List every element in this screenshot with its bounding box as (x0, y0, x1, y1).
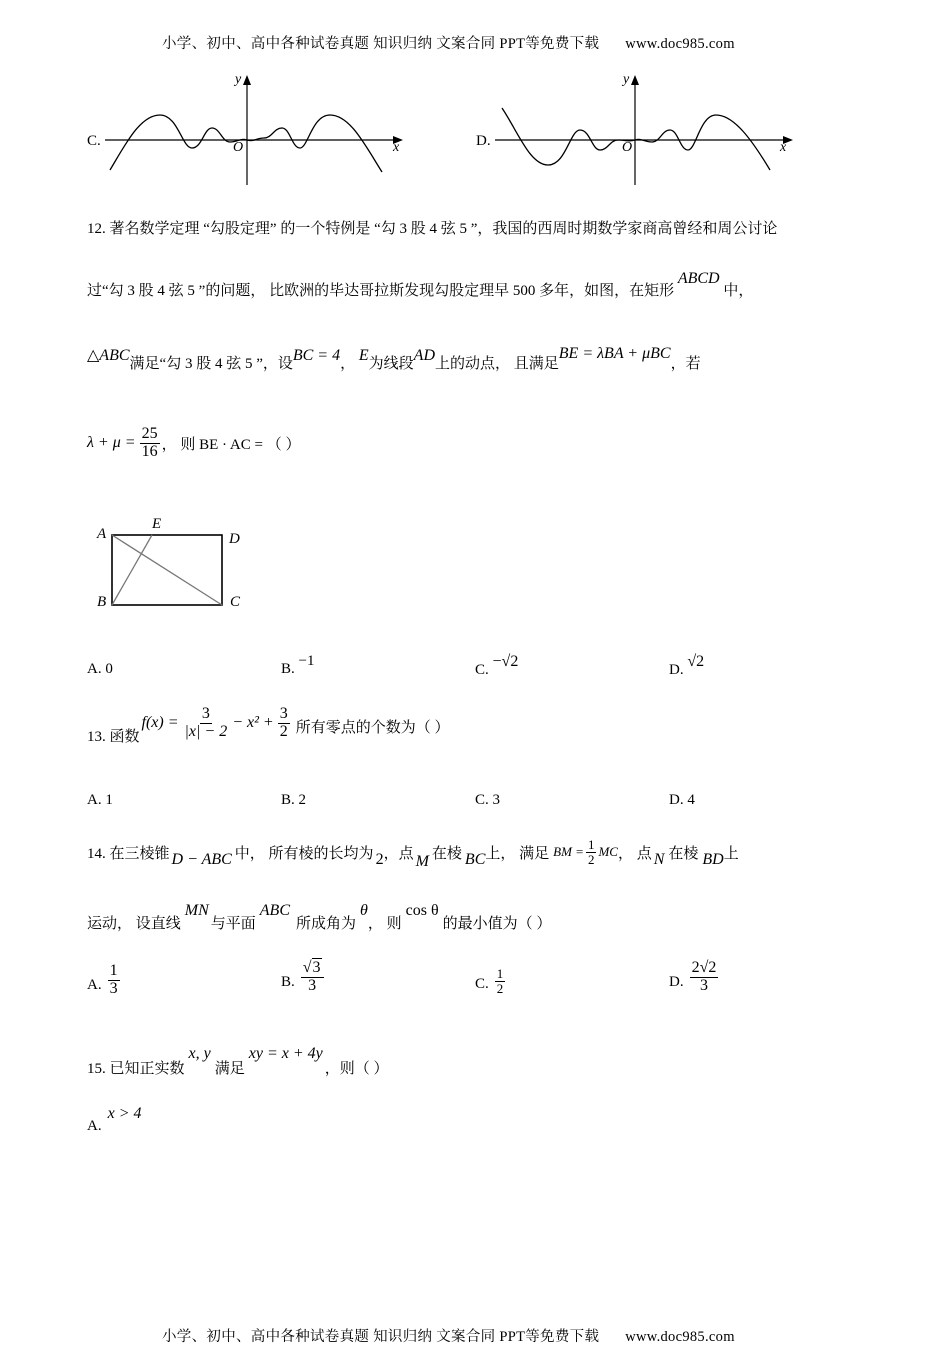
q14-mc: MC (598, 844, 618, 860)
q11-option-d-label[interactable]: D. (476, 133, 491, 149)
q14-option-d[interactable] (669, 960, 718, 995)
fig-label-d: D (229, 531, 240, 547)
q13-frac2 (278, 706, 290, 741)
q12-onseg: 为线段 (368, 356, 414, 372)
q14-option-a[interactable] (87, 963, 120, 998)
q14-line1 (87, 837, 739, 871)
q12-option-c-value: −√2 (492, 653, 519, 670)
q14-p7: 在棱 (668, 845, 699, 862)
q11-graph-d (490, 70, 810, 190)
q12-option-d-value: √2 (687, 653, 705, 670)
q12-option-a[interactable] (87, 661, 113, 678)
q14-option-c-label: C. (475, 976, 489, 993)
q14-b-num: 3 (312, 959, 321, 976)
q14-half (586, 838, 597, 866)
q12-option-a-value: 0 (105, 661, 113, 677)
q12-triangle: △ABC (87, 347, 130, 364)
q12-satisfy: 满足“勾 3 股 4 弦 5 ”，设 (129, 356, 293, 372)
q11-d-y-label: y (623, 72, 630, 87)
q14-option-a-label: A. (87, 976, 102, 993)
q12-vector-eq: BE = λBA + μBC (558, 345, 671, 362)
q15-p1: 15. 已知正实数 (87, 1061, 185, 1077)
q14-c-den: 2 (496, 980, 504, 996)
q14-l2d: ， 则 (367, 916, 402, 932)
q12-ask: ， 则 BE · AC = （ ） (161, 436, 301, 453)
q12-line2 (87, 270, 754, 300)
q13-option-b[interactable] (281, 792, 306, 809)
fig-label-e: E (152, 516, 162, 532)
q15-p3: ，则（ ） (324, 1061, 389, 1077)
q13-line (87, 705, 450, 745)
q14-dabc: D − ABC (171, 851, 232, 869)
q12-comma: ， (340, 356, 356, 372)
q14-half-den: 2 (587, 851, 595, 867)
q13-option-b-label: B. (281, 792, 295, 808)
q13-option-b-value: 2 (298, 792, 307, 808)
q12-frac-den: 16 (141, 442, 158, 460)
q13-option-d-label: D. (669, 792, 684, 808)
q13-option-c-value: 3 (492, 792, 501, 808)
q14-two: 2 (375, 851, 384, 869)
q11-option-c-label[interactable]: C. (87, 133, 101, 149)
q12-bc-value: BC = 4 (292, 347, 341, 364)
q12-fraction (140, 426, 160, 461)
q14-option-b-frac (301, 960, 324, 995)
q12-option-c-label: C. (475, 662, 489, 678)
q11-d-x-label: x (780, 140, 787, 155)
q13-fx: f(x) = (141, 714, 179, 732)
q14-a-den: 3 (109, 979, 118, 997)
q12-option-b-label: B. (281, 661, 295, 677)
q14-d-num: 2√2 (691, 959, 717, 976)
q13-option-d-value: 4 (687, 792, 695, 808)
q14-bd: BD (702, 851, 724, 869)
header-text: 小学、初中、高中各种试卷真题 知识归纳 文案合同 PPT等免费下载 (162, 36, 600, 52)
q14-option-d-label: D. (669, 973, 684, 990)
q15-option-a-label: A. (87, 1118, 102, 1134)
q14-mn: MN (184, 901, 209, 919)
q14-point-n: N (653, 851, 665, 869)
q14-bc: BC (464, 851, 486, 869)
q14-c-num: 1 (496, 966, 504, 981)
q14-line2 (87, 900, 552, 932)
q14-p2: 中， 所有棱的长均为 (234, 845, 374, 862)
q13-option-c[interactable] (475, 792, 500, 809)
q13-option-c-label: C. (475, 792, 489, 808)
q14-b-num-wrap: √3 (301, 960, 324, 978)
q13-option-a[interactable] (87, 792, 113, 809)
q13-option-d[interactable] (669, 792, 695, 809)
q14-option-d-frac (690, 960, 719, 995)
q11-graph-c (100, 70, 420, 190)
q12-line2-text: 过“勾 3 股 4 弦 5 ”的问题， 比欧洲的毕达哥拉斯发现勾股定理早 500 多年，如图，在矩形 (87, 283, 675, 299)
header-site[interactable]: www.doc985.com (625, 36, 735, 52)
page-footer (162, 1325, 735, 1346)
q15-xy: x, y (188, 1045, 211, 1062)
q14-l2c: 所成角为 (296, 916, 357, 932)
q15-eq: xy = x + 4y (248, 1045, 323, 1062)
q12-option-c[interactable] (475, 653, 519, 679)
q12-moving: 上的动点， 且满足 (435, 356, 559, 372)
q14-a-num: 1 (109, 962, 118, 979)
q14-p8: 上 (723, 845, 739, 862)
q13-frac1 (183, 706, 230, 741)
q14-l2b: 与平面 (210, 916, 256, 932)
q14-l2a: 运动， 设直线 (87, 916, 181, 932)
q14-half-num: 1 (587, 837, 595, 852)
q13-frac1-den: |x| − 2 (184, 722, 228, 740)
q12-line4 (87, 426, 300, 461)
q11-c-y-label: y (235, 72, 242, 87)
q15-p2: 满足 (214, 1061, 245, 1077)
q12-line3 (87, 345, 701, 373)
q13-suffix: 所有零点的个数为（ ） (295, 719, 450, 736)
q14-theta: θ (360, 901, 368, 919)
q14-option-c-frac (495, 967, 506, 995)
footer-site[interactable]: www.doc985.com (625, 1329, 735, 1345)
q12-option-b[interactable] (281, 653, 315, 678)
fig-label-c: C (230, 594, 241, 610)
q13-option-a-label: A. (87, 792, 102, 808)
q11-d-origin: O (622, 140, 633, 155)
q12-line1: 12. 著名数学定理 “勾股定理” 的一个特例是 “勾 3 股 4 弦 5 ”，我国的西周时期数学家商高曾经和周公讨论 (87, 221, 778, 237)
q11-c-origin: O (233, 140, 244, 155)
q12-ruo: ，若 (670, 356, 701, 372)
q14-p3: ，点 (383, 845, 414, 862)
q12-line2-end: 中， (723, 283, 754, 299)
q12-frac-num: 25 (141, 425, 158, 442)
q15-line (87, 1045, 389, 1077)
q14-point-m: M (415, 853, 429, 871)
q12-option-d-label: D. (669, 662, 684, 678)
fig-label-a: A (97, 526, 107, 542)
q14-b-den: 3 (308, 976, 317, 994)
q13-frac2-num: 3 (279, 705, 288, 722)
q13-option-a-value: 1 (105, 792, 113, 808)
q12-lambda-mu: λ + μ = (87, 434, 136, 452)
q12-option-d[interactable] (669, 653, 705, 679)
q14-p1: 14. 在三棱锥 (87, 845, 170, 862)
q14-option-a-frac (108, 963, 120, 998)
footer-text: 小学、初中、高中各种试卷真题 知识归纳 文案合同 PPT等免费下载 (162, 1329, 600, 1345)
q12-point-e: E (358, 347, 369, 364)
q12-seg-ad: AD (413, 347, 435, 364)
q14-p4: 在棱 (431, 845, 462, 862)
q15-option-a[interactable] (87, 1105, 142, 1134)
q14-cos: cos θ (405, 901, 439, 919)
q13-mid: − x² + (232, 714, 274, 732)
q14-l2e: 的最小值为（ ） (442, 916, 552, 932)
q14-option-b[interactable] (281, 960, 324, 995)
q14-option-b-label: B. (281, 973, 295, 990)
q13-frac1-num: 3 (201, 705, 210, 722)
q14-p6: ， 点 (617, 845, 652, 862)
q11-c-x-label: x (393, 140, 400, 155)
q12-rect-abcd: ABCD (677, 270, 720, 287)
q14-bm: BM = (553, 844, 584, 860)
q14-d-den: 3 (699, 976, 708, 994)
q14-p5: 上， 满足 (485, 845, 550, 862)
page-header (162, 32, 735, 53)
q12-option-a-label: A. (87, 661, 102, 677)
fig-label-b: B (97, 594, 107, 610)
q14-abc: ABC (259, 901, 290, 919)
q14-option-c[interactable] (475, 967, 505, 995)
q15-option-a-value: x > 4 (107, 1105, 142, 1122)
q12-option-b-value: −1 (298, 653, 315, 669)
q13-prefix: 13. 函数 (87, 728, 140, 745)
q13-frac2-den: 2 (279, 722, 288, 740)
